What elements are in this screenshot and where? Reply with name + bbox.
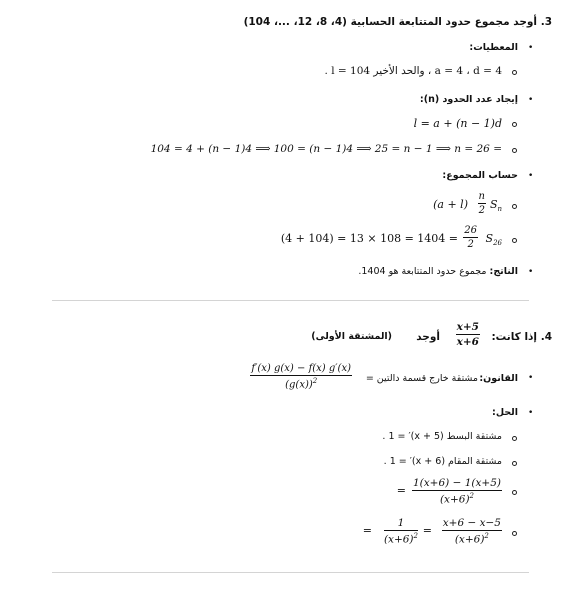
fraction-numerator: 1 <box>384 518 418 531</box>
sub-bullet <box>512 461 517 466</box>
section4-title-fraction <box>456 322 480 347</box>
denominator-exponent: 2 <box>413 531 418 540</box>
rule-fraction <box>250 364 352 390</box>
section4-title-note: (المشتقة الأولى) <box>311 331 392 342</box>
fraction-numerator: x+6 − x−5 <box>442 517 501 529</box>
denominator-exponent: 2 <box>484 531 489 540</box>
sub-bullet <box>512 148 517 153</box>
denominator-base: (x+6) <box>454 533 485 545</box>
result-text: مجموع حدود المتتابعة هو 1404. <box>358 266 487 277</box>
bullet: • <box>528 43 534 53</box>
sum-formula-rhs: (a + l) <box>433 198 468 211</box>
bullet: • <box>528 267 534 277</box>
givens-heading: المعطيات: <box>469 42 518 53</box>
sum-subscript: n <box>497 205 502 214</box>
section-divider <box>52 572 529 573</box>
denominator-base: (g(x)) <box>285 379 313 391</box>
sub-bullet <box>512 238 517 243</box>
denominator-base: (x+6) <box>439 493 470 505</box>
equals-sign: = <box>422 524 432 537</box>
equals-sign: = <box>362 524 372 537</box>
sum-formula-fraction <box>478 192 486 216</box>
fraction-numerator: x+5 <box>456 321 479 333</box>
givens-line: a = 4 ، d = 4 ، والحد الأخير l = 104 . <box>324 65 502 77</box>
bullet: • <box>528 408 534 418</box>
fraction-denominator <box>412 491 502 505</box>
fraction-denominator <box>250 376 352 390</box>
fraction-denominator <box>442 531 502 545</box>
sub-bullet <box>512 531 517 536</box>
bullet: • <box>528 95 534 105</box>
rule-text: مشتقة خارج قسمة دالتين = <box>365 373 478 384</box>
n-calc: 104 = 4 + (n − 1)4 ⟹ 100 = (n − 1)4 ⟹ 25 = n − 1 ⟹ n = 26 = <box>150 143 502 155</box>
denominator-exponent: 2 <box>469 491 475 500</box>
section4-title-prefix: 4. إذا كانت: <box>491 331 552 343</box>
bullet: • <box>528 373 534 383</box>
sub-bullet <box>512 70 517 75</box>
sub-bullet <box>512 436 517 441</box>
result-label: الناتج: <box>489 266 518 277</box>
fraction-numerator: n <box>478 191 485 202</box>
sum-subscript: 26 <box>493 239 502 248</box>
fraction-numerator: 1(x+6) − 1(x+5) <box>412 477 501 489</box>
denominator-base: (x+6) <box>383 533 414 545</box>
n-heading: إيجاد عدد الحدود (n): <box>419 94 518 105</box>
sum-heading: حساب المجموع: <box>442 170 518 181</box>
equals-sign: = <box>396 484 406 497</box>
step2-right-fraction <box>384 518 418 545</box>
numerator-derivative: مشتقة البسط (x + 5)′ = 1 . <box>382 431 502 442</box>
sub-bullet <box>512 490 517 495</box>
section3-title: 3. أوجد مجموع حدود المتتابعة الحسابية (4، 8، 12، ...، 104) <box>243 16 552 28</box>
sum-calc-fraction <box>463 226 478 250</box>
step1-fraction <box>412 478 502 505</box>
n-formula: l = a + (n − 1)d <box>413 117 502 130</box>
fraction-numerator: f′(x) g(x) − f(x) g′(x) <box>251 363 351 374</box>
fraction-numerator: 26 <box>464 225 477 236</box>
denominator-exponent: 2 <box>312 377 318 385</box>
section4-title-suffix: أوجد <box>416 331 440 343</box>
rule-label: القانون: <box>479 373 518 384</box>
sum-calc-rhs: (4 + 104) = 13 × 108 = 1404 = <box>280 232 458 245</box>
sub-bullet <box>512 122 517 127</box>
denominator-derivative: مشتقة المقام (x + 6)′ = 1 . <box>383 456 502 467</box>
sum-letter: S <box>485 232 494 245</box>
section-divider <box>52 300 529 301</box>
sub-bullet <box>512 204 517 209</box>
sum-symbol <box>490 199 502 213</box>
fraction-denominator: 2 <box>478 205 485 216</box>
fraction-denominator <box>384 531 418 545</box>
step2-left-fraction <box>442 518 502 545</box>
sum-letter: S <box>489 198 498 211</box>
fraction-denominator: 2 <box>467 239 474 250</box>
sum-symbol <box>486 233 502 247</box>
fraction-denominator: x+6 <box>456 335 479 348</box>
solution-heading: الحل: <box>492 407 518 418</box>
bullet: • <box>528 171 534 181</box>
result-line <box>358 267 518 277</box>
